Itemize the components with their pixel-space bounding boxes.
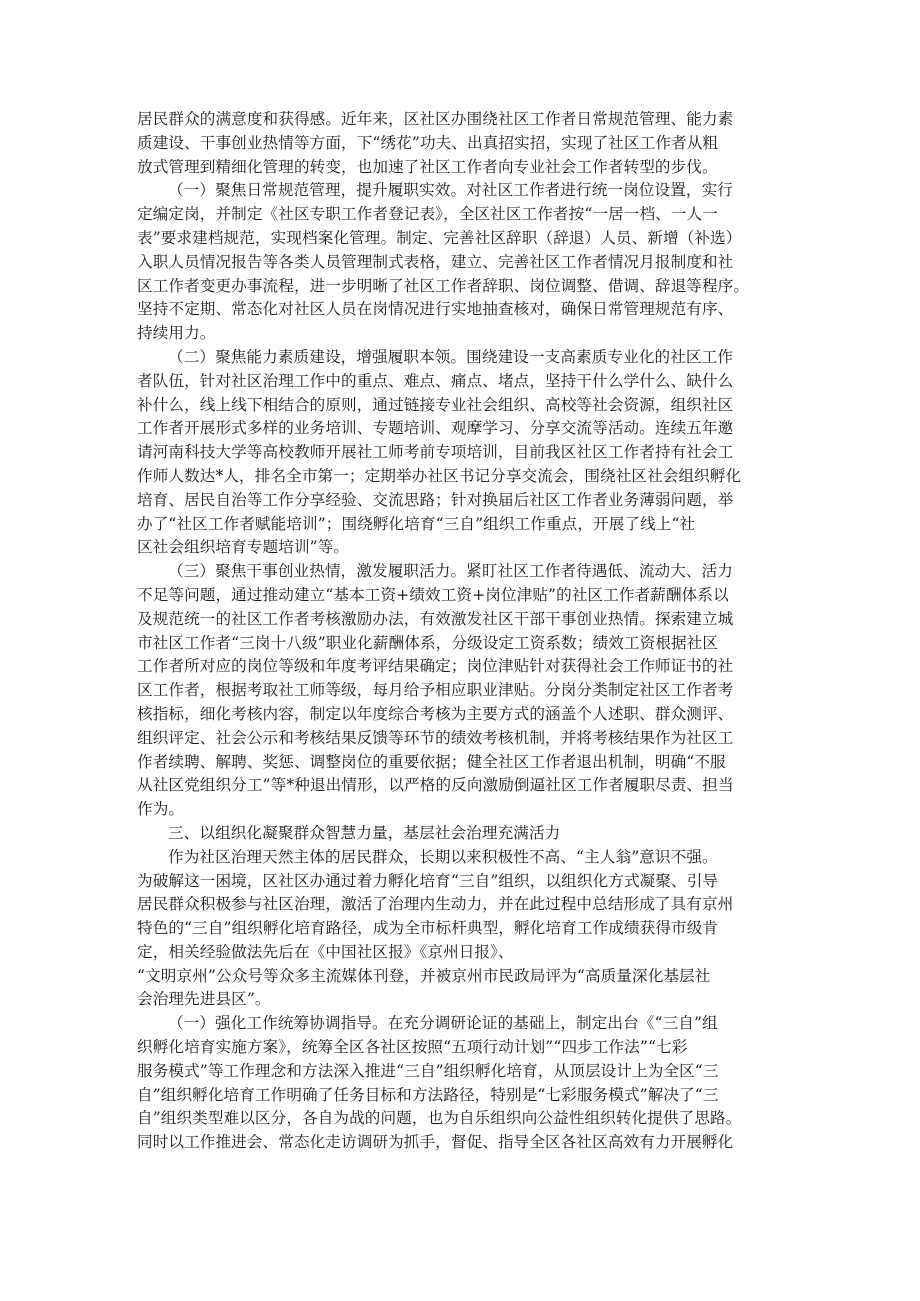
text-line: 居民群众的满意度和获得感。近年来，区社区办围绕社区工作者日常规范管理、能力素 (137, 110, 734, 128)
text-line: 入职人员情况报告等各类人员管理制式表格，建立、完善社区工作者情况月报制度和社 (137, 252, 734, 271)
text-line: 为破解这一困境，区社区办通过着力孵化培育“三自”组织，以组织化方式凝聚、引导 (137, 871, 719, 890)
text-line: 定，相关经验做法先后在《中国社区报》《京州日报》、 (137, 942, 514, 961)
text-line: 自”组织孵化培育工作明确了任务目标和方法路径，特别是“七彩服务模式”解决了“三 (137, 1085, 719, 1104)
text-line: 市社区工作者“三岗十八级”职业化薪酬体系，分级设定工资系数；绩效工资根据社区 (137, 633, 719, 652)
text-line: 区工作者变更办事流程，进一步明晰了社区工作者辞职、岗位调整、借调、辞退等程序。 (137, 276, 750, 295)
text-line: 培育、居民自治等工作分享经验、交流思路；针对换届后社区工作者业务薄弱问题，举 (137, 490, 734, 509)
text-line: 区社会组织培育专题培训”等。 (137, 538, 350, 557)
text-line: 工作者所对应的岗位等级和年度考评结果确定；岗位津贴针对获得社会工作师证书的社 (137, 657, 734, 676)
text-line: 质建设、干事创业热情等方面，下“绣花”功夫、出真招实招，实现了社区工作者从粗 (137, 133, 719, 152)
text-line: 不足等问题，通过推动建立“基本工资+绩效工资+岗位津贴”的社区工作者薪酬体系以 (137, 585, 729, 604)
text-line: “文明京州”公众号等众多主流媒体刊登，并被京州市民政局评为“高质量深化基层社 (137, 966, 711, 985)
text-line: 办了“社区工作者赋能培训”；围绕孵化培育“三自”组织工作重点，开展了线上“社 (137, 514, 696, 533)
text-line: 组织评定、社会公示和考核结果反馈等环节的绩效考核机制，并将考核结果作为社区工 (137, 728, 734, 747)
text-line: 服务模式”等工作理念和方法深入推进“三自”组织孵化培育，从顶层设计上为全区“三 (137, 1061, 719, 1080)
text-line: 作者续聘、解聘、奖惩、调整岗位的重要依据；健全社区工作者退出机制，明确“不服 (137, 752, 726, 771)
text-line: 工作者开展形式多样的业务培训、专题培训、观摩学习、分享交流等活动。连续五年邀 (137, 419, 734, 438)
text-line: 表”要求建档规范，实现档案化管理。制定、完善社区辞职（辞退）人员、新增（补选） (137, 228, 742, 247)
text-line: 请河南科技大学等高校教师开展社工师考前专项培训，目前我区社区工作者持有社会工 (137, 443, 734, 462)
paragraph-first-line: 作为社区治理天然主体的居民群众，长期以来积极性不高、“主人翁”意识不强。 (168, 847, 718, 866)
paragraph-first-line: 三、以组织化凝聚群众智慧力量，基层社会治理充满活力 (168, 823, 561, 842)
text-line: 同时以工作推进会、常态化走访调研为抓手，督促、指导全区各社区高效有力开展孵化 (137, 1133, 734, 1152)
text-line: 坚持不定期、常态化对社区人员在岗情况进行实地抽查核对，确保日常管理规范有序、 (137, 300, 734, 319)
text-line: 作为。 (137, 800, 185, 819)
text-line: 作师人数达*人，排名全市第一；定期举办社区书记分享交流会，围绕社区社会组织孵化 (137, 466, 742, 485)
text-line: 补什么，线上线下相结合的原则，通过链接专业社会组织、高校等社会资源，组织社区 (137, 395, 734, 414)
text-line: 放式管理到精细化管理的转变，也加速了社区工作者向专业社会工作者转型的步伐。 (137, 157, 718, 176)
text-line: 自”组织类型难以区分，各自为战的问题，也为自乐组织向公益性组织转化提供了思路。 (137, 1109, 742, 1128)
text-line: 核指标，细化考核内容，制定以年度综合考核为主要方式的涵盖个人述职、群众测评、 (137, 704, 734, 723)
paragraph-first-line: （一）聚焦日常规范管理，提升履职实效。对社区工作者进行统一岗位设置，实行 (168, 181, 733, 200)
text-line: 特色的“三自”组织孵化培育路径，成为全市标杆典型，孵化培育工作成绩获得市级肯 (137, 919, 719, 938)
paragraph-first-line: （一）强化工作统筹协调指导。在充分调研论证的基础上，制定出台《“三自”组 (168, 1014, 718, 1033)
text-line: 及规范统一的社区工作者考核激励办法，有效激发社区干部干事创业热情。探索建立城 (137, 609, 734, 628)
paragraph-first-line: （二）聚焦能力素质建设，增强履职本领。围绕建设一支高素质专业化的社区工作 (168, 347, 733, 366)
text-line: 区工作者，根据考取社工师等级，每月给予相应职业津贴。分岗分类制定社区工作者考 (137, 681, 734, 700)
text-line: 会治理先进县区”。 (137, 990, 271, 1009)
text-line: 居民群众积极参与社区治理，激活了治理内生动力，并在此过程中总结形成了具有京州 (137, 895, 734, 914)
text-line: 从社区党组织分工”等*种退出情形，以严格的反向激励倒逼社区工作者履职尽责、担当 (137, 776, 734, 795)
text-line: 者队伍，针对社区治理工作中的重点、难点、痛点、堵点，坚持干什么学什么、缺什么 (137, 371, 734, 390)
text-line: 织孵化培育实施方案》，统筹全区各社区按照“五项行动计划”“四步工作法”“七彩 (137, 1038, 688, 1057)
paragraph-first-line: （三）聚焦干事创业热情，激发履职活力。紧盯社区工作者待遇低、流动大、活力 (168, 562, 733, 581)
text-line: 持续用力。 (137, 324, 216, 343)
text-line: 定编定岗，并制定《社区专职工作者登记表》，全区社区工作者按“一居一档、一人一 (137, 205, 718, 224)
document-body (137, 108, 797, 1155)
